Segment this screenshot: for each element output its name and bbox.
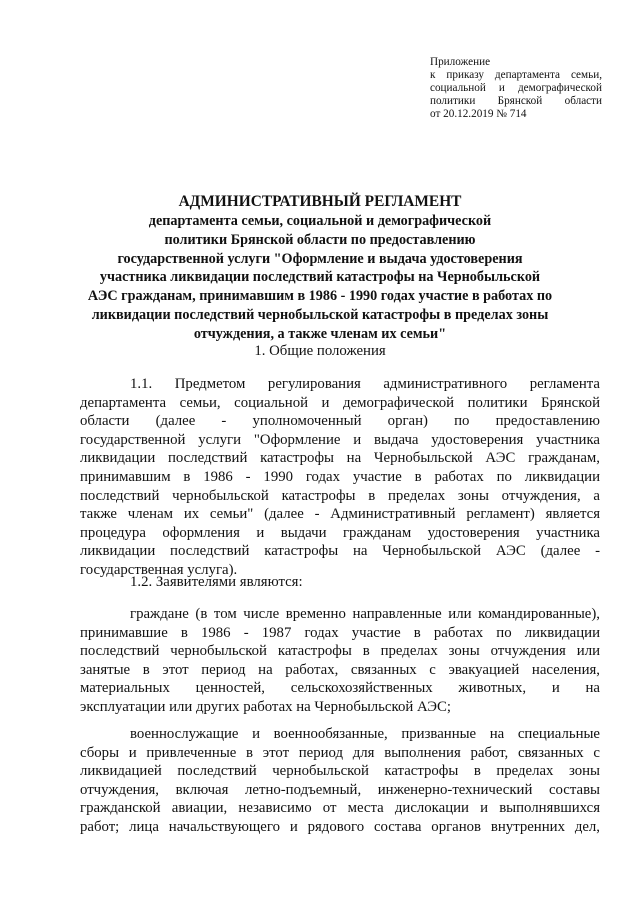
paragraph-1-1 (80, 375, 600, 580)
paragraph-line: материальных ценностей, сельскохозяйственных животных, и на (80, 680, 600, 697)
paragraph-line (80, 375, 600, 394)
paragraph-line (80, 605, 600, 624)
paragraph-line: гражданской авиации, независимо от места дислокации и выполнявшихся (80, 800, 600, 817)
appendix-line: от 20.12.2019 № 714 (430, 108, 527, 120)
paragraph-line: процедура оформления и выдачи гражданам удостоверения участника (80, 524, 600, 541)
paragraph-line: государственной услуги "Оформление и выдача удостоверения участника (80, 431, 600, 448)
section-heading: 1. Общие положения (254, 343, 386, 359)
paragraph-line (80, 725, 600, 744)
appendix-note (430, 56, 602, 121)
paragraph-line: последствий чернобыльской катастрофы в пределах зоны отчуждения, а (80, 487, 600, 504)
paragraph-line-text: граждане (в том числе временно направленные или командированные), (130, 606, 600, 622)
paragraph-citizens (80, 605, 600, 717)
paragraph-line: отчуждения, включая летно-подъемный, инженерно-технический составы (80, 781, 600, 798)
paragraph-line: сборы и привлеченные в этот период для выполнения работ, связанных с (80, 744, 600, 761)
paragraph-line: ликвидацией последствий чернобыльской катастрофы в пределах зоны (80, 763, 600, 780)
appendix-line: социальной и демографической (430, 82, 602, 94)
title-line: участника ликвидации последствий катастрофы на Чернобыльской (99, 269, 541, 286)
regulation-title (80, 192, 560, 344)
title-line: отчуждения, а также членам их семьи" (193, 325, 447, 342)
paragraph-line: работ; лица начальствующего и рядового состава органов внутренних дел, (80, 818, 600, 835)
paragraph-line-text: 1.2. Заявителями являются: (130, 574, 303, 590)
paragraph-line: ликвидации последствий катастрофы на Чернобыльской АЭС гражданам, (80, 450, 600, 467)
title-line: департамента семьи, социальной и демографической (148, 213, 492, 229)
paragraph-military (80, 725, 600, 837)
title-main: АДМИНИСТРАТИВНЫЙ РЕГЛАМЕНТ (178, 193, 462, 210)
paragraph-line: принимавшим в 1986 - 1990 годах участие в работах по ликвидации (80, 468, 600, 485)
appendix-line: политики Брянской области (430, 95, 602, 107)
appendix-line: Приложение (430, 56, 491, 68)
paragraph-line: принимавшие в 1986 - 1987 годах участие в работах по ликвидации (80, 624, 600, 641)
paragraph-line: области (далее - уполномоченный орган) по предоставлению (80, 413, 600, 430)
paragraph-line: также членам их семьи" (далее - Административный регламент) является (80, 506, 600, 523)
paragraph-line: эксплуатации или других работах на Чернобыльской АЭС; (80, 698, 452, 715)
paragraph-line-text: военнослужащие и военнообязанные, призванные на специальные (130, 726, 600, 742)
paragraph-line (80, 573, 600, 592)
paragraph-line-text: 1.1. Предметом регулирования административного регламента (130, 376, 600, 392)
paragraph-1-2 (80, 573, 600, 592)
paragraph-line: департамента семьи, социальной и демографической политики Брянской (80, 394, 600, 411)
title-line: АЭС гражданам, принимавшим в 1986 - 1990 годах участие в работах по (87, 288, 553, 305)
title-line: государственной услуги "Оформление и выдача удостоверения (117, 250, 523, 267)
appendix-line: к приказу департамента семьи, (430, 69, 602, 81)
paragraph-line: занятые в этот период на работах, связанных с эвакуацией населения, (80, 661, 600, 678)
paragraph-line: государственная услуга). (80, 561, 238, 578)
paragraph-line: последствий чернобыльской катастрофы в пределах зоны отчуждения или (80, 643, 600, 660)
title-line: ликвидации последствий чернобыльской катастрофы в пределах зоны (91, 306, 549, 323)
title-line: политики Брянской области по предоставлению (164, 231, 476, 248)
paragraph-line: ликвидации последствий катастрофы на Чернобыльской АЭС (далее - (80, 543, 600, 560)
